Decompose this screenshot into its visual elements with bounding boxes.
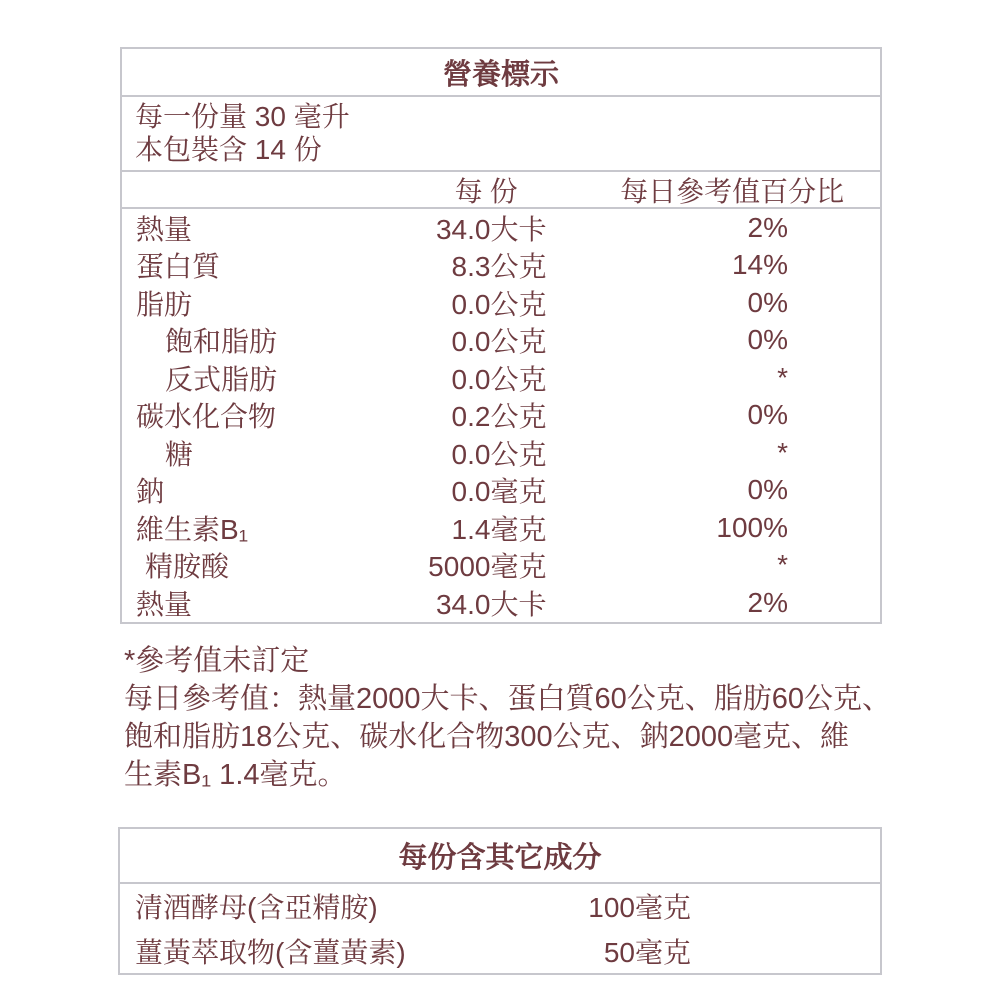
nutrient-amount: 34.0大卡 xyxy=(435,213,547,245)
nutrient-dv: 14% xyxy=(731,249,788,281)
nutrient-amount: 1.4毫克 xyxy=(451,513,547,545)
table-row-calories xyxy=(122,209,880,247)
nutrient-dv: * xyxy=(777,549,788,581)
column-header-row xyxy=(122,172,880,209)
footnote-asterisk: *參考值未訂定 xyxy=(124,645,310,677)
ingredient-label: 薑黃萃取物(含薑黃素) xyxy=(135,936,406,968)
nutrient-amount: 0.0公克 xyxy=(451,363,547,395)
other-ingredients-title: 每份含其它成分 xyxy=(120,829,880,884)
ingredient-amount: 50毫克 xyxy=(603,936,691,968)
footnote-daily-values-line-3: 生素B₁ 1.4毫克。 xyxy=(124,759,347,791)
nutrient-label: 蛋白質 xyxy=(136,251,221,283)
table-row-trans-fat xyxy=(122,359,880,397)
nutrient-label: 脂肪 xyxy=(136,288,193,320)
table-row-turmeric-extract xyxy=(120,929,880,974)
nutrient-amount: 34.0大卡 xyxy=(435,588,547,620)
table-row-saturated-fat xyxy=(122,322,880,360)
nutrient-label: 精胺酸 xyxy=(145,551,230,583)
nutrient-amount: 5000毫克 xyxy=(428,551,547,583)
footnote-daily-values-line-1: 每日參考值：熱量2000大卡、蛋白質60公克、脂肪60公克、 xyxy=(124,683,892,715)
nutrient-dv: 0% xyxy=(747,324,788,356)
nutrient-label: 糖 xyxy=(165,438,194,470)
nutrient-dv: * xyxy=(777,436,788,468)
table-row-sodium xyxy=(122,472,880,510)
ingredient-label: 清酒酵母(含亞精胺) xyxy=(135,892,378,924)
nutrition-facts-table xyxy=(120,47,882,624)
table-row-vitamin-b1 xyxy=(122,509,880,547)
nutrient-amount: 0.0毫克 xyxy=(451,476,547,508)
nutrient-amount: 8.3公克 xyxy=(451,251,547,283)
table-row-arginine xyxy=(122,547,880,585)
servings-per-package-line: 本包裝含 14 份 xyxy=(135,134,322,165)
column-header-per-serving: 每份 xyxy=(454,175,525,207)
ingredient-amount: 100毫克 xyxy=(588,892,691,924)
nutrient-dv: 2% xyxy=(747,211,788,243)
nutrient-label: 反式脂肪 xyxy=(165,363,278,395)
table-row-sugar xyxy=(122,434,880,472)
other-ingredients-table xyxy=(118,827,882,975)
footnote-daily-values-line-2: 飽和脂肪18公克、碳水化合物300公克、鈉2000毫克、維 xyxy=(124,721,850,753)
table-row-protein xyxy=(122,247,880,285)
column-header-daily-value: 每日參考值百分比 xyxy=(620,175,845,207)
nutrient-amount: 0.2公克 xyxy=(451,401,547,433)
nutrient-label: 熱量 xyxy=(136,588,193,620)
table-row-sake-yeast xyxy=(120,884,880,929)
nutrient-amount: 0.0公克 xyxy=(451,288,547,320)
nutrient-label: 碳水化合物 xyxy=(136,401,277,433)
nutrient-dv: 2% xyxy=(747,586,788,618)
table-row-fat xyxy=(122,284,880,322)
nutrient-dv: * xyxy=(777,361,788,393)
nutrient-label: 熱量 xyxy=(136,213,193,245)
table-row-carbohydrate xyxy=(122,397,880,435)
serving-info xyxy=(122,97,880,172)
nutrient-label: 鈉 xyxy=(136,476,165,508)
serving-size-line: 每一份量 30 毫升 xyxy=(135,101,350,132)
nutrient-dv: 0% xyxy=(747,474,788,506)
nutrient-label: 維生素B₁ xyxy=(136,513,249,545)
nutrient-amount: 0.0公克 xyxy=(451,326,547,358)
nutrient-dv: 100% xyxy=(716,511,788,543)
footnotes xyxy=(124,642,904,794)
nutrient-label: 飽和脂肪 xyxy=(165,326,278,358)
table-row-calories-2 xyxy=(122,584,880,622)
nutrient-amount: 0.0公克 xyxy=(451,438,547,470)
nutrient-dv: 0% xyxy=(747,286,788,318)
nutrition-table-title: 營養標示 xyxy=(122,49,880,97)
nutrient-dv: 0% xyxy=(747,399,788,431)
